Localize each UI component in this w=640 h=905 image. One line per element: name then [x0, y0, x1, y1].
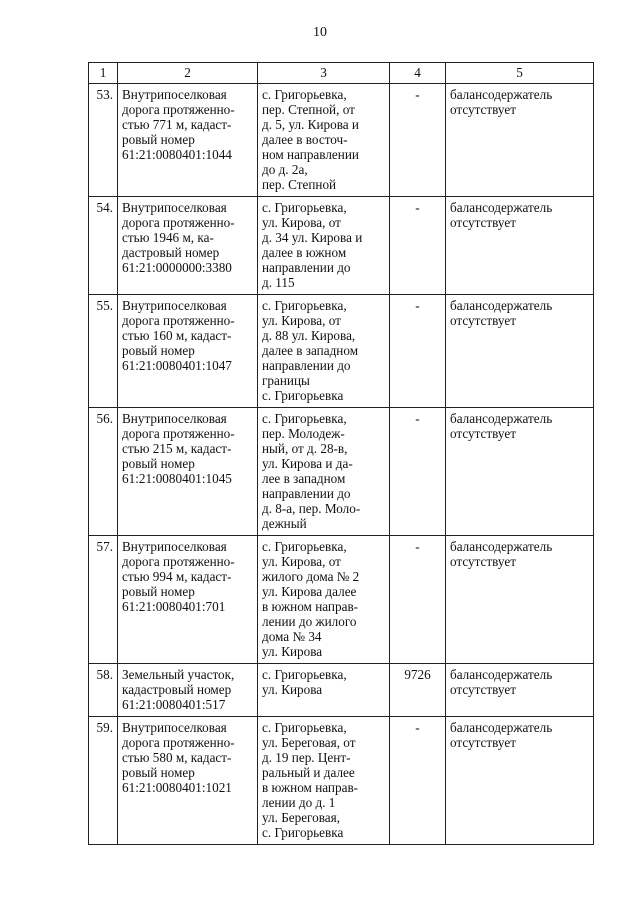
location-line: направлении до [262, 486, 351, 501]
page-number: 10 [313, 25, 327, 40]
location-line: ул. Кирова далее [262, 584, 357, 599]
table-row [89, 536, 594, 664]
object-name-line: 61:21:0080401:1047 [122, 358, 232, 373]
location-line: с. Григорьевка, [262, 200, 347, 215]
location-line: до д. 2а, [262, 162, 308, 177]
object-name-line: Земельный участок, [122, 667, 235, 682]
object-name-line: стью 994 м, кадаст- [122, 569, 232, 584]
object-name-cell [118, 84, 258, 197]
location-line: ул. Кирова [262, 644, 323, 659]
location-line: ул. Кирова, от [262, 554, 341, 569]
location-line: пер. Степной [262, 177, 337, 192]
location-line: лее в западном [262, 471, 346, 486]
location-line: в южном направ- [262, 599, 359, 614]
owner-cell [446, 295, 594, 408]
location-line: д. 88 ул. Кирова, [262, 328, 356, 343]
object-name-cell [118, 717, 258, 845]
column-header-2: 2 [118, 63, 258, 84]
location-cell [258, 717, 390, 845]
column-number-header-row [89, 63, 594, 84]
column-header-5: 5 [446, 63, 594, 84]
object-name-cell [118, 197, 258, 295]
object-name-line: стью 771 м, кадаст- [122, 117, 232, 132]
object-name-line: дастровый номер [122, 245, 220, 260]
location-line: ральный и далее [262, 765, 355, 780]
table-row [89, 717, 594, 845]
owner-line: балансодержатель [450, 539, 553, 554]
area-cell: - [390, 408, 446, 536]
owner-line: балансодержатель [450, 87, 553, 102]
object-name-line: дорога протяженно- [122, 313, 235, 328]
location-line: ул. Береговая, от [262, 735, 356, 750]
location-line: далее в южном [262, 245, 347, 260]
object-name-line: дорога протяженно- [122, 215, 235, 230]
location-cell [258, 536, 390, 664]
location-line: дежный [262, 516, 307, 531]
location-line: с. Григорьевка [262, 825, 344, 840]
object-name-line: 61:21:0000000:3380 [122, 260, 232, 275]
registry-body [89, 63, 594, 845]
owner-cell [446, 664, 594, 717]
object-name-line: ровый номер [122, 765, 195, 780]
table-row [89, 295, 594, 408]
object-name-line: ровый номер [122, 343, 195, 358]
location-line: далее в западном [262, 343, 359, 358]
location-line: ул. Кирова и да- [262, 456, 353, 471]
location-line: с. Григорьевка, [262, 298, 347, 313]
location-line: с. Григорьевка, [262, 411, 347, 426]
location-line: жилого дома № 2 [262, 569, 360, 584]
location-line: ул. Кирова [262, 682, 323, 697]
location-cell [258, 295, 390, 408]
area-cell: - [390, 197, 446, 295]
column-header-4: 4 [390, 63, 446, 84]
object-name-cell [118, 536, 258, 664]
area-cell: 9726 [390, 664, 446, 717]
row-number: 57. [89, 536, 118, 664]
owner-line: балансодержатель [450, 298, 553, 313]
table-row [89, 408, 594, 536]
location-cell [258, 84, 390, 197]
owner-cell [446, 536, 594, 664]
object-name-line: дорога протяженно- [122, 735, 235, 750]
column-header-3: 3 [258, 63, 390, 84]
owner-line: отсутствует [450, 102, 516, 117]
object-name-line: дорога протяженно- [122, 554, 235, 569]
location-line: с. Григорьевка [262, 388, 344, 403]
object-name-cell [118, 295, 258, 408]
location-cell [258, 408, 390, 536]
area-cell: - [390, 84, 446, 197]
row-number: 59. [89, 717, 118, 845]
object-name-line: стью 580 м, кадаст- [122, 750, 232, 765]
location-line: с. Григорьевка, [262, 720, 347, 735]
owner-line: балансодержатель [450, 720, 553, 735]
owner-line: отсутствует [450, 554, 516, 569]
owner-cell [446, 408, 594, 536]
table-row [89, 84, 594, 197]
location-line: с. Григорьевка, [262, 667, 347, 682]
object-name-line: 61:21:0080401:517 [122, 697, 226, 712]
object-name-cell [118, 664, 258, 717]
owner-line: отсутствует [450, 682, 516, 697]
location-cell [258, 197, 390, 295]
object-name-line: 61:21:0080401:1045 [122, 471, 232, 486]
row-number: 58. [89, 664, 118, 717]
location-line: направлении до [262, 358, 351, 373]
location-line: лении до д. 1 [262, 795, 336, 810]
object-name-line: ровый номер [122, 456, 195, 471]
object-name-line: 61:21:0080401:1044 [122, 147, 232, 162]
object-name-line: Внутрипоселковая [122, 411, 227, 426]
owner-line: балансодержатель [450, 411, 553, 426]
row-number: 53. [89, 84, 118, 197]
object-name-line: стью 160 м, кадаст- [122, 328, 232, 343]
object-name-line: Внутрипоселковая [122, 298, 227, 313]
location-cell [258, 664, 390, 717]
object-name-line: ровый номер [122, 584, 195, 599]
location-line: ном направлении [262, 147, 359, 162]
object-name-line: Внутрипоселковая [122, 539, 227, 554]
area-cell: - [390, 295, 446, 408]
owner-line: отсутствует [450, 215, 516, 230]
object-name-line: кадастровый номер [122, 682, 232, 697]
owner-line: балансодержатель [450, 667, 553, 682]
object-name-line: 61:21:0080401:701 [122, 599, 226, 614]
location-line: пер. Степной, от [262, 102, 355, 117]
object-name-line: стью 215 м, кадаст- [122, 441, 232, 456]
object-name-line: Внутрипоселковая [122, 720, 227, 735]
row-number: 54. [89, 197, 118, 295]
row-number: 56. [89, 408, 118, 536]
owner-line: отсутствует [450, 313, 516, 328]
location-line: далее в восточ- [262, 132, 348, 147]
location-line: ул. Береговая, [262, 810, 341, 825]
object-name-line: 61:21:0080401:1021 [122, 780, 232, 795]
owner-line: отсутствует [450, 735, 516, 750]
location-line: ул. Кирова, от [262, 215, 341, 230]
object-name-line: стью 1946 м, ка- [122, 230, 214, 245]
owner-cell [446, 84, 594, 197]
object-name-line: Внутрипоселковая [122, 200, 227, 215]
owner-cell [446, 197, 594, 295]
owner-cell [446, 717, 594, 845]
location-line: пер. Молодеж- [262, 426, 345, 441]
location-line: ный, от д. 28-в, [262, 441, 348, 456]
location-line: д. 115 [262, 275, 295, 290]
row-number: 55. [89, 295, 118, 408]
location-line: лении до жилого [262, 614, 357, 629]
object-name-line: дорога протяженно- [122, 426, 235, 441]
location-line: д. 5, ул. Кирова и [262, 117, 359, 132]
location-line: д. 19 пер. Цент- [262, 750, 351, 765]
location-line: д. 34 ул. Кирова и [262, 230, 363, 245]
location-line: с. Григорьевка, [262, 87, 347, 102]
property-registry-table [88, 62, 594, 845]
object-name-line: Внутрипоселковая [122, 87, 227, 102]
location-line: дома № 34 [262, 629, 322, 644]
area-cell: - [390, 536, 446, 664]
owner-line: балансодержатель [450, 200, 553, 215]
location-line: в южном направ- [262, 780, 359, 795]
table-row [89, 197, 594, 295]
location-line: с. Григорьевка, [262, 539, 347, 554]
object-name-cell [118, 408, 258, 536]
owner-line: отсутствует [450, 426, 516, 441]
object-name-line: ровый номер [122, 132, 195, 147]
object-name-line: дорога протяженно- [122, 102, 235, 117]
location-line: направлении до [262, 260, 351, 275]
location-line: границы [262, 373, 310, 388]
location-line: ул. Кирова, от [262, 313, 341, 328]
area-cell: - [390, 717, 446, 845]
table-row [89, 664, 594, 717]
column-header-1: 1 [89, 63, 118, 84]
location-line: д. 8-а, пер. Моло- [262, 501, 361, 516]
